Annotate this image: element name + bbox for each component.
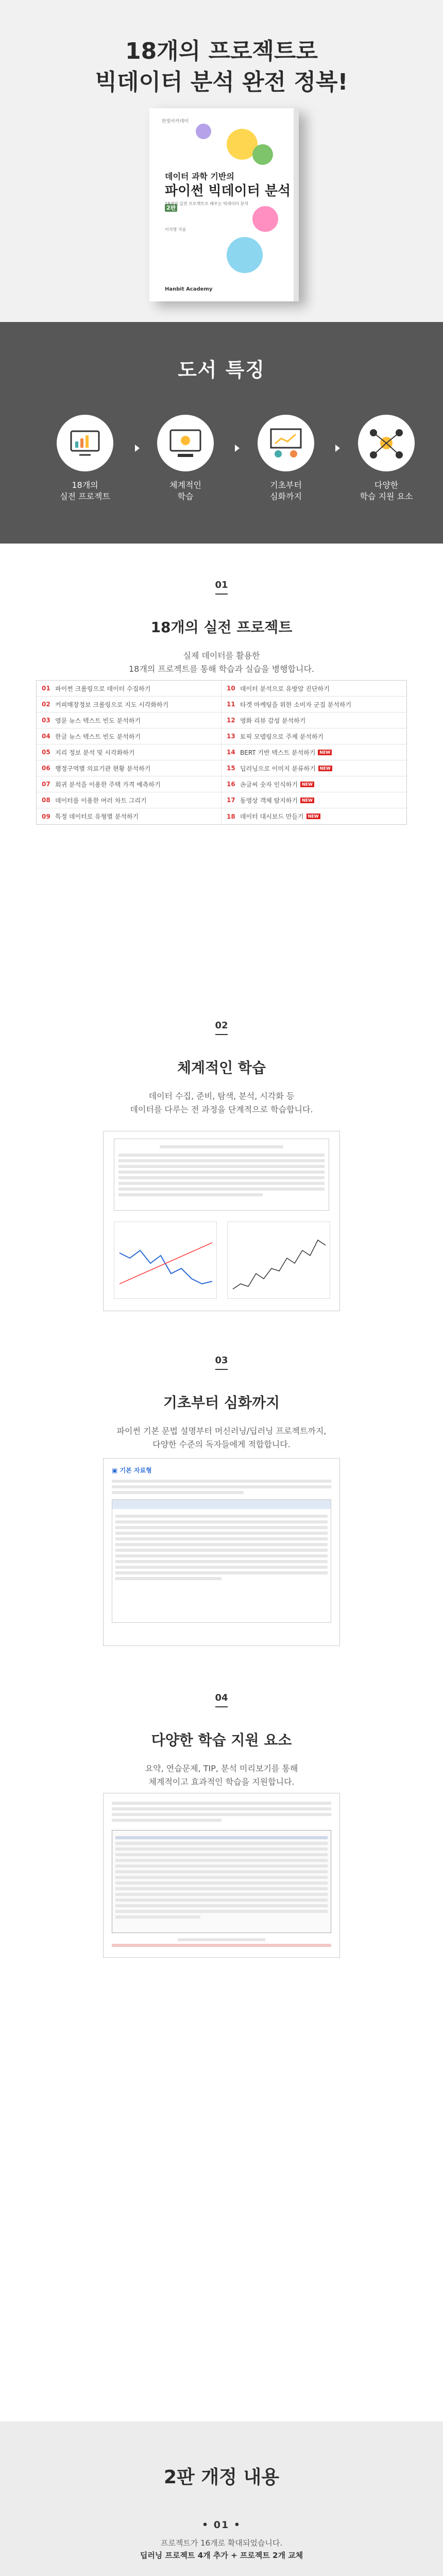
arrow-right-icon	[135, 445, 140, 452]
section-desc: 데이터 수집, 준비, 탐색, 분석, 시각화 등 데이터를 다루는 전 과정을 단계적으로 학습합니다.	[130, 1091, 313, 1114]
feature-label: 실전 프로젝트	[60, 492, 110, 501]
project-number: 04	[42, 733, 50, 740]
project-name: 영문 뉴스 텍스트 빈도 분석하기	[55, 717, 141, 724]
project-name: 토픽 모델링으로 주제 분석하기	[240, 733, 324, 740]
project-item	[222, 744, 406, 760]
project-item	[37, 697, 222, 712]
project-name: 파이썬 크롤링으로 데이터 수집하기	[55, 685, 151, 692]
support-preview	[103, 1793, 340, 1958]
project-item	[37, 744, 222, 760]
section-02	[0, 1020, 443, 1116]
study-preview	[103, 1131, 340, 1311]
table-row	[37, 713, 406, 728]
project-number: 01	[42, 685, 50, 692]
project-item	[37, 681, 222, 696]
section-01	[0, 580, 443, 676]
new-badge: NEW	[318, 750, 332, 755]
cover-green-shape	[252, 144, 273, 165]
network-icon	[358, 415, 415, 471]
book-icon: ▣	[112, 1467, 120, 1474]
preview-grid	[112, 1499, 331, 1623]
project-number: 07	[42, 781, 50, 788]
project-item	[222, 713, 406, 728]
table-row	[37, 697, 406, 713]
section-03	[0, 1355, 443, 1451]
project-item	[37, 776, 222, 792]
section-number: 04	[0, 1692, 443, 1707]
book-cover	[149, 108, 299, 301]
project-item	[222, 792, 406, 808]
arrow-right-icon	[335, 445, 340, 452]
section-04	[0, 1692, 443, 1789]
section-number: 03	[0, 1355, 443, 1370]
project-name: 딥러닝으로 이미지 분류하기	[240, 765, 316, 772]
table-row	[37, 808, 406, 824]
chart-monitor-icon	[57, 415, 113, 471]
project-number: 08	[42, 796, 50, 804]
project-name: 동영상 객체 탐지하기	[240, 796, 298, 804]
project-number: 10	[227, 685, 235, 692]
feature-label: 다양한	[374, 480, 399, 490]
new-badge: NEW	[318, 766, 332, 771]
project-name: 행정구역별 의료기관 현황 분석하기	[55, 765, 151, 772]
project-number: 12	[227, 717, 235, 724]
new-badge: NEW	[300, 798, 314, 803]
project-number: 18	[227, 812, 235, 820]
project-name: 한글 뉴스 텍스트 빈도 분석하기	[55, 733, 141, 740]
section-title: 기초부터 심화까지	[163, 1394, 280, 1411]
cover-purple-shape	[196, 124, 211, 139]
project-table	[36, 680, 407, 825]
feature-label: 기초부터	[270, 480, 302, 490]
project-number: 14	[227, 749, 235, 756]
project-item	[37, 808, 222, 824]
book-publisher: 한빛아카데미	[162, 119, 189, 124]
presentation-icon	[258, 415, 314, 471]
project-item	[222, 760, 406, 776]
section-title: 체계적인 학습	[177, 1059, 266, 1076]
section-desc: 파이썬 기본 문법 설명부터 머신러닝/딥러닝 프로젝트까지, 다양한 수준의 독자들에게 적합합니다.	[116, 1426, 327, 1449]
section-desc: 요약, 연습문제, TIP, 분석 미리보기를 통해 체계적이고 효과적인 학습을 지원합니다.	[145, 1764, 298, 1787]
feature-label: 심화까지	[270, 492, 302, 501]
table-row	[37, 776, 406, 792]
project-number: 09	[42, 812, 50, 820]
project-number: 05	[42, 749, 50, 756]
feature-item	[49, 415, 121, 502]
project-number: 16	[227, 781, 235, 788]
feature-item	[149, 415, 222, 502]
project-item	[37, 760, 222, 776]
section-title: 18개의 실전 프로젝트	[150, 619, 293, 636]
project-number: 06	[42, 765, 50, 772]
new-badge: NEW	[300, 782, 314, 787]
project-number: 13	[227, 733, 235, 740]
project-name: 지리 정보 분석 및 시각화하기	[55, 749, 135, 756]
section-desc: 실제 데이터를 활용한 18개의 프로젝트를 통해 학습과 실습을 병행합니다.	[129, 651, 314, 674]
section-number: 02	[0, 1020, 443, 1035]
project-name: 회귀 분석을 이용한 주택 가격 예측하기	[55, 781, 161, 788]
project-number: 03	[42, 717, 50, 724]
project-item	[37, 713, 222, 728]
project-item	[222, 728, 406, 744]
hero-section	[0, 0, 443, 322]
table-row	[37, 728, 406, 744]
computer-icon	[157, 415, 214, 471]
revision-title: 2판 개정 내용	[164, 2467, 279, 2488]
basic-types-preview	[103, 1458, 340, 1646]
project-name: 영화 리뷰 감성 분석하기	[240, 717, 306, 724]
feature-item	[350, 415, 422, 502]
preview-box-title: ▣ 기본 자료형	[112, 1467, 152, 1474]
cover-blue-shape	[227, 237, 263, 273]
section-title: 다양한 학습 지원 요소	[151, 1732, 292, 1749]
book-subtitle: 18개의 실전 프로젝트로 배우는 빅데이터 분석	[165, 201, 248, 206]
table-row	[37, 792, 406, 808]
project-number: 15	[227, 765, 235, 772]
section-number: 01	[0, 580, 443, 595]
book-title-line2: 파이썬 빅데이터 분석 2판	[165, 183, 291, 211]
project-item	[37, 728, 222, 744]
preview-chart-right	[227, 1222, 330, 1299]
revision-item: • 01 • 프로젝트가 16개로 확대되었습니다. 딥러닝 프로젝트 4개 추가 + 프로젝트 2개 교체	[140, 2519, 303, 2560]
project-number: 17	[227, 796, 235, 804]
book-logo: Hanbit Academy	[165, 286, 213, 292]
project-item	[222, 681, 406, 696]
project-name: 타겟 마케팅을 위한 소비자 군집 분석하기	[240, 701, 352, 708]
project-name: 데이터 분석으로 유방암 진단하기	[240, 685, 330, 692]
project-name: 특정 데이터로 유형별 분석하기	[55, 813, 139, 820]
feature-label: 학습	[177, 492, 194, 501]
project-item	[222, 776, 406, 792]
features-title: 도서 특징	[177, 359, 266, 381]
code-screenshot	[112, 1830, 331, 1933]
feature-label: 체계적인	[169, 480, 201, 490]
project-item	[222, 808, 406, 824]
project-name: 데이터 대시보드 만들기	[240, 813, 304, 820]
project-number: 02	[42, 701, 50, 708]
table-row	[37, 681, 406, 697]
feature-item	[250, 415, 322, 502]
project-name: BERT 기반 텍스트 분석하기	[240, 749, 316, 756]
preview-table	[114, 1139, 329, 1211]
table-row	[37, 760, 406, 776]
arrow-right-icon	[235, 445, 240, 452]
project-name: 커피매장정보 크롤링으로 지도 시각화하기	[55, 701, 169, 708]
features-section	[0, 322, 443, 544]
new-badge: NEW	[306, 814, 320, 819]
hero-title: 18개의 프로젝트로 빅데이터 분석 완전 정복!	[95, 38, 348, 95]
project-name: 데이터를 이용한 여러 차트 그리기	[55, 796, 147, 804]
book-title-line1: 데이터 과학 기반의	[165, 172, 234, 181]
feature-label: 학습 지원 요소	[360, 492, 413, 501]
feature-label: 18개의	[72, 480, 98, 490]
project-name: 손글씨 숫자 인식하기	[240, 781, 298, 788]
table-row	[37, 744, 406, 760]
project-number: 11	[227, 701, 235, 708]
project-item	[37, 792, 222, 808]
revision-section	[0, 2421, 443, 2576]
project-item	[222, 697, 406, 712]
book-author: 이지영 지음	[165, 227, 186, 232]
preview-chart-left	[114, 1222, 217, 1299]
